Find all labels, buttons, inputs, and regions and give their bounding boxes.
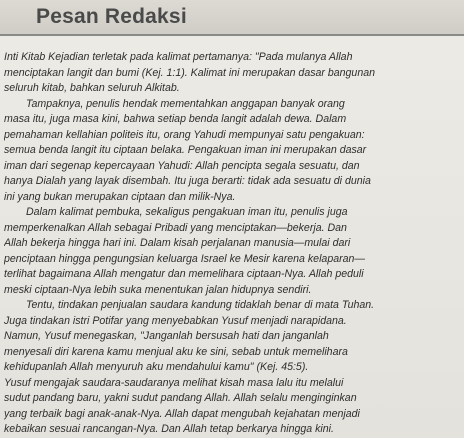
text-line-21: kehidupanlah Allah menyuruh aku mendahului kamu" (Kej. 45:5). (4, 361, 309, 373)
text-line-3: seluruh kitab, bahkan seluruh Alkitab. (4, 82, 180, 94)
text-line-4: Tampaknya, penulis hendak mementahkan anggapan banyak orang (26, 97, 345, 110)
text-line-7: semua benda langit itu ciptaan belaka. Pengakuan iman ini merupakan dasar (4, 144, 367, 156)
text-line-13: Allah bekerja hingga hari ini. Dalam kisah perjalanan manusia—mulai dari (4, 237, 351, 249)
text-line-18: Juga tindakan istri Potifar yang menyebabkan Yusuf menjadi narapidana. (4, 314, 347, 327)
text-line-10: ini yang bukan merupakan ciptaan dan milik-Nya. (4, 190, 236, 203)
text-line-23: sudut pandang baru, yakni sudut pandang Allah. Allah selalu menginginkan (4, 392, 357, 404)
text-line-1: Inti Kitab Kejadian terletak pada kalimat pertamanya: "Pada mulanya Allah (4, 51, 353, 63)
title-bar (0, 0, 464, 36)
text-line-20: menyesali diri karena kamu menjual aku ke sini, sebab untuk memelihara (4, 345, 348, 358)
text-line-19: Namun, Yusuf menegaskan, "Janganlah bersusah hati dan janganlah (4, 330, 329, 342)
text-line-14: penciptaan hingga pengungsian keluarga Israel ke Mesir karena kelaparan— (4, 252, 366, 265)
text-line-12: memperkenalkan Allah sebagai Pribadi yang menciptakan—bekerja. Dan (4, 221, 347, 234)
text-line-24: yang terbaik bagi anak-anak-Nya. Allah dapat mengubah kejahatan menjadi (4, 407, 360, 420)
text-line-25: kebaikan sesuai rancangan-Nya. Dan Allah tetap berkarya hingga kini. (4, 423, 334, 435)
page-title: Pesan Redaksi (36, 5, 187, 28)
text-line-6: pemahaman kellahian politeis itu, orang Yahudi mempunyai satu pengakuan: (4, 128, 365, 141)
text-line-15: terlihat bagaimana Allah mengatur dan memelihara ciptaan-Nya. Allah peduli (4, 268, 364, 280)
text-line-11: Dalam kalimat pembuka, sekaligus pengakuan iman itu, penulis juga (26, 206, 348, 218)
text-line-17: Tentu, tindakan penjualan saudara kandung tidaklah benar di mata Tuhan. (26, 299, 375, 311)
text-line-5: masa itu, juga masa kini, bahwa setiap benda langit adalah dewa. Dalam (4, 113, 347, 125)
text-line-2: menciptakan langit dan bumi (Kej. 1:1). Kalimat ini merupakan dasar bangunan (4, 66, 375, 79)
text-line-8: iman dari segenap kepercayaan Yahudi: Allah pencipta segala sesuatu, dan (4, 159, 360, 172)
text-line-9: hanya Dialah yang layak disembah. Itu juga berarti: tidak ada sesuatu di dunia (4, 175, 371, 187)
text-line-22: Yusuf mengajak saudara-saudaranya melihat kisah masa lalu itu melalui (4, 376, 344, 389)
article-body (4, 50, 460, 438)
text-line-16: meski ciptaan-Nya lebih suka menentukan jalan hidupnya sendiri. (4, 283, 312, 296)
